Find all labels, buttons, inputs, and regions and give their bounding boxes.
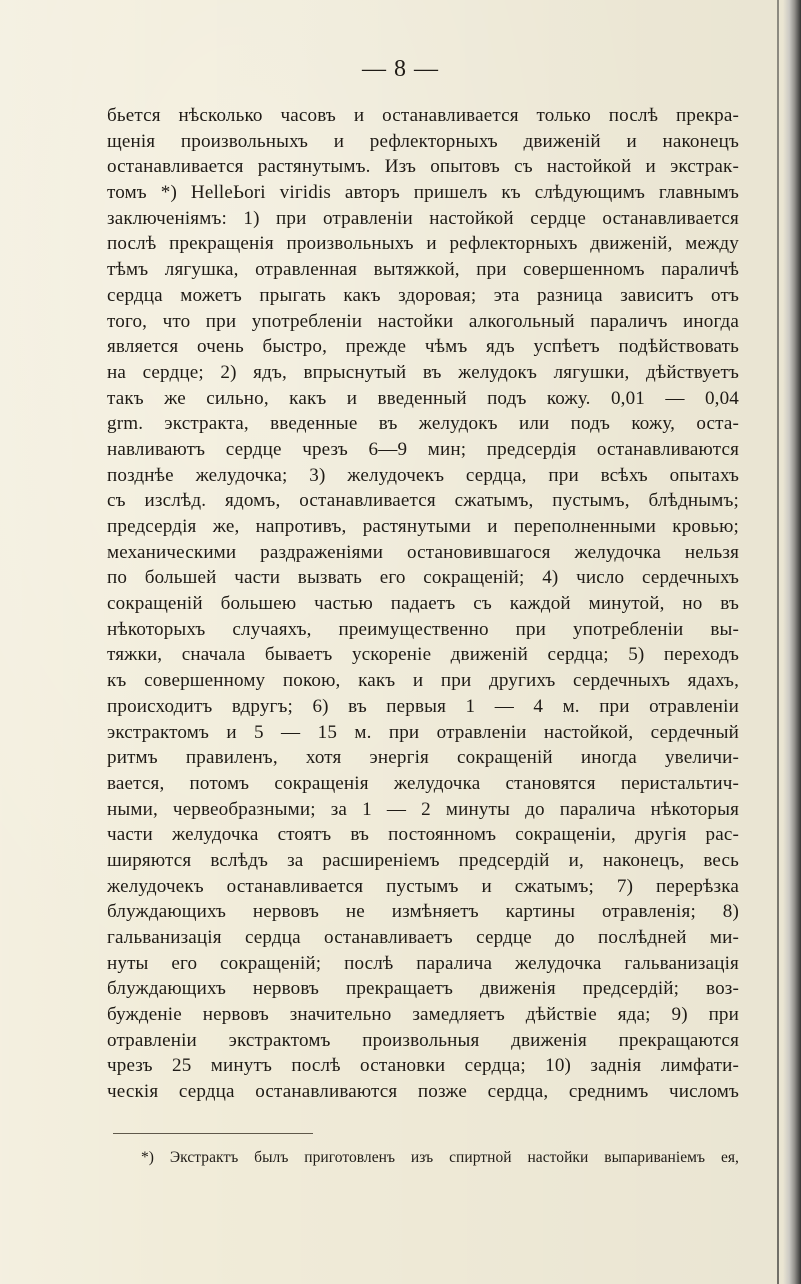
text-line: вается, потомъ сокращенія желудочка становятся перистальтич-	[107, 772, 739, 794]
text-line: предсердія же, напротивъ, растянутыми и переполненными кровью;	[107, 516, 739, 537]
text-line: тѣмъ лягушка, отравленная вытяжкой, при совершенномъ параличѣ	[107, 259, 739, 281]
text-line: бьется нѣсколько часовъ и останавливается только послѣ прекра-	[107, 105, 739, 126]
body-text	[107, 103, 739, 1105]
text-line: нуты его сокращеній; послѣ паралича желудочка гальванизація	[107, 952, 739, 974]
text-line: grm. экстракта, введенные въ желудокъ или подъ кожу, оста-	[107, 413, 739, 435]
text-line: такъ же сильно, какъ и введенный подъ кожу. 0,01 — 0,04	[107, 387, 739, 409]
page-number: — 8 —	[362, 56, 439, 82]
text-line: позднѣе желудочка; 3) желудочекъ сердца, при всѣхъ опытахъ	[107, 464, 739, 486]
text-line: механическими раздраженіями остановившагося желудочка нельзя	[107, 541, 739, 563]
text-line: заключеніямъ: 1) при отравленіи настойкой сердце останавливается	[107, 207, 739, 229]
text-line: ширяются вслѣдъ за расширеніемъ предсердій и, наконецъ, весь	[107, 849, 739, 871]
text-line: останавливается растянутымъ. Изъ опытовъ съ настойкой и экстрак-	[107, 156, 739, 178]
text-line: ритмъ правиленъ, хотя энергія сокращеній иногда увеличи-	[107, 747, 739, 769]
footnote-divider	[113, 1133, 313, 1134]
text-line: навливаютъ сердце чрезъ 6—9 мин; предсердія останавливаются	[107, 438, 739, 460]
text-line: ческія сердца останавливаются позже сердца, среднимъ числомъ	[107, 1081, 739, 1103]
text-line: сердца можетъ прыгать какъ здоровая; эта разница зависитъ отъ	[107, 284, 739, 306]
page-edge-shadow	[783, 0, 801, 1284]
page-edge-line	[777, 0, 779, 1284]
text-line: части желудочка стоятъ въ постоянномъ сокращеніи, другія рас-	[107, 824, 739, 846]
text-line: бужденіе нервовъ значительно замедляетъ дѣйствіе яда; 9) при	[107, 1004, 739, 1026]
text-line: сокращеній большею частью падаетъ съ каждой минутой, но въ	[107, 593, 739, 615]
text-line: блуждающихъ нервовъ не измѣняетъ картины отравленія; 8)	[107, 901, 739, 923]
text-line: чрезъ 25 минутъ послѣ остановки сердца; 10) заднія лимфати-	[107, 1055, 739, 1077]
text-line: томъ *) НеllеЬоrі vігіdіs авторъ пришелъ къ слѣдующимъ главнымъ	[107, 182, 739, 204]
text-line: блуждающихъ нервовъ прекращаетъ движенія предсердій; воз-	[107, 978, 739, 1000]
text-line: тяжки, сначала бываетъ ускореніе движеній сердца; 5) переходъ	[107, 644, 739, 666]
text-line: того, что при употребленіи настойки алкогольный параличъ иногда	[107, 310, 739, 332]
footnote: *) Экстрактъ былъ приготовленъ изъ спиртной настойки выпариваніемъ ея,	[141, 1149, 739, 1166]
text-line: ными, червеобразными; за 1 — 2 минуты до паралича нѣкоторыя	[107, 798, 739, 820]
text-line: на сердце; 2) ядъ, впрыснутый въ желудокъ лягушки, дѣйствуетъ	[107, 361, 739, 383]
text-line: послѣ прекращенія произвольныхъ и рефлекторныхъ движеній, между	[107, 233, 739, 255]
text-line: щенія произвольныхъ и рефлекторныхъ движеній и наконецъ	[107, 130, 739, 152]
text-line: происходитъ вдругъ; 6) въ первыя 1 — 4 м. при отравленіи	[107, 695, 739, 717]
text-line: желудочекъ останавливается пустымъ и сжатымъ; 7) перерѣзка	[107, 875, 739, 897]
text-line: къ совершенному покою, какъ и при другихъ сердечныхъ ядахъ,	[107, 670, 739, 692]
text-line: является очень быстро, прежде чѣмъ ядъ успѣетъ подѣйствовать	[107, 336, 739, 358]
text-line: отравленіи экстрактомъ произвольныя движенія прекращаются	[107, 1029, 739, 1051]
text-line: съ изслѣд. ядомъ, останавливается сжатымъ, пустымъ, блѣднымъ;	[107, 490, 739, 512]
text-line: гальванизація сердца останавливаетъ сердце до послѣдней ми-	[107, 927, 739, 948]
text-line: экстрактомъ и 5 — 15 м. при отравленіи настойкой, сердечный	[107, 721, 739, 743]
text-line: нѣкоторыхъ случаяхъ, преимущественно при употребленіи вы-	[107, 618, 739, 640]
text-line: по большей части вызвать его сокращеній; 4) число сердечныхъ	[107, 567, 739, 589]
